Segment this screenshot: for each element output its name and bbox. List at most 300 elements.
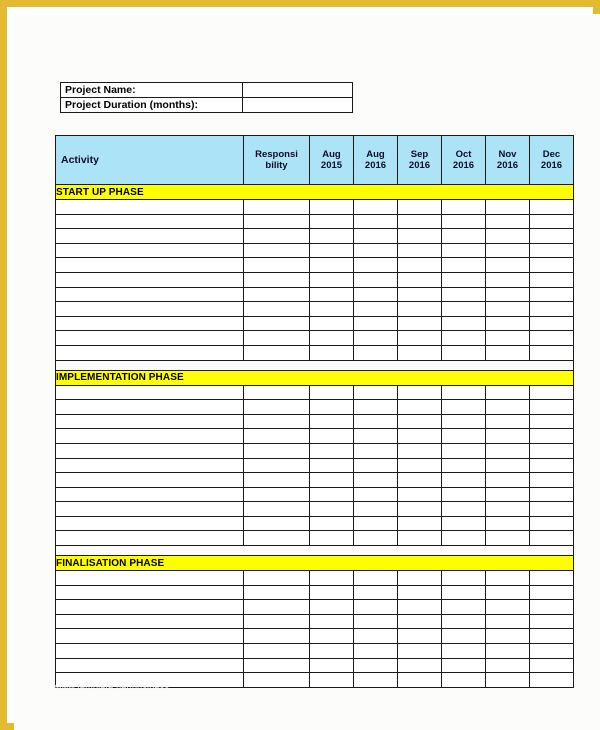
cell-nov2016[interactable] [486, 302, 530, 317]
cell-dec2016[interactable] [530, 585, 574, 600]
cell-nov2016[interactable] [486, 673, 530, 688]
cell-aug2015[interactable] [310, 414, 354, 429]
table-row [56, 414, 574, 429]
cell-sep2016[interactable] [398, 614, 442, 629]
cell-aug2016[interactable] [354, 258, 398, 273]
cell-sep2016[interactable] [398, 629, 442, 644]
cell-activity[interactable] [56, 229, 244, 244]
cell-responsibility[interactable] [244, 644, 310, 659]
cell-activity[interactable] [56, 531, 244, 546]
project-info-table [60, 82, 353, 113]
column-header-label-line2: 2016 [452, 160, 475, 171]
cell-aug2016[interactable] [354, 287, 398, 302]
cell-aug2016[interactable] [354, 614, 398, 629]
cell-activity[interactable] [56, 644, 244, 659]
cell-dec2016[interactable] [530, 385, 574, 400]
cell-nov2016[interactable] [486, 487, 530, 502]
column-header-activity [56, 136, 244, 185]
cell-oct2016[interactable] [442, 331, 486, 346]
cell-aug2016[interactable] [354, 629, 398, 644]
cell-sep2016[interactable] [398, 673, 442, 688]
cell-aug2016[interactable] [354, 331, 398, 346]
cell-oct2016[interactable] [442, 585, 486, 600]
cell-nov2016[interactable] [486, 502, 530, 517]
cell-aug2015[interactable] [310, 644, 354, 659]
cell-responsibility[interactable] [244, 243, 310, 258]
cell-dec2016[interactable] [530, 458, 574, 473]
cell-oct2016[interactable] [442, 414, 486, 429]
cell-oct2016[interactable] [442, 345, 486, 360]
table-row [56, 429, 574, 444]
cell-oct2016[interactable] [442, 429, 486, 444]
cell-aug2016[interactable] [354, 385, 398, 400]
cell-sep2016[interactable] [398, 214, 442, 229]
cell-aug2015[interactable] [310, 287, 354, 302]
cell-nov2016[interactable] [486, 531, 530, 546]
cell-sep2016[interactable] [398, 200, 442, 215]
cell-aug2015[interactable] [310, 345, 354, 360]
column-header-label-line1: Dec [542, 149, 561, 160]
column-header-responsibility [244, 136, 310, 185]
cell-aug2016[interactable] [354, 414, 398, 429]
project-schedule-table [55, 135, 574, 688]
cell-oct2016[interactable] [442, 629, 486, 644]
table-row [56, 229, 574, 244]
cell-activity[interactable] [56, 287, 244, 302]
cell-dec2016[interactable] [530, 200, 574, 215]
cell-responsibility[interactable] [244, 400, 310, 415]
cell-oct2016[interactable] [442, 287, 486, 302]
cell-nov2016[interactable] [486, 345, 530, 360]
cell-sep2016[interactable] [398, 516, 442, 531]
cell-responsibility[interactable] [244, 571, 310, 586]
cell-aug2015[interactable] [310, 214, 354, 229]
cell-dec2016[interactable] [530, 673, 574, 688]
cell-activity[interactable] [56, 658, 244, 673]
cell-aug2015[interactable] [310, 258, 354, 273]
cell-aug2016[interactable] [354, 600, 398, 615]
cell-dec2016[interactable] [530, 644, 574, 659]
cell-responsibility[interactable] [244, 458, 310, 473]
table-row [56, 600, 574, 615]
cell-oct2016[interactable] [442, 673, 486, 688]
cell-responsibility[interactable] [244, 429, 310, 444]
project-info-body [61, 83, 353, 113]
cell-activity[interactable] [56, 345, 244, 360]
cell-nov2016[interactable] [486, 600, 530, 615]
cell-responsibility[interactable] [244, 516, 310, 531]
cell-nov2016[interactable] [486, 458, 530, 473]
cell-sep2016[interactable] [398, 502, 442, 517]
cell-responsibility[interactable] [244, 600, 310, 615]
cell-sep2016[interactable] [398, 600, 442, 615]
table-row [56, 658, 574, 673]
cell-oct2016[interactable] [442, 571, 486, 586]
cell-nov2016[interactable] [486, 429, 530, 444]
column-header-label-line2: 2016 [408, 160, 431, 171]
cell-sep2016[interactable] [398, 331, 442, 346]
cell-activity[interactable] [56, 614, 244, 629]
table-row [56, 502, 574, 517]
cell-nov2016[interactable] [486, 287, 530, 302]
cell-aug2015[interactable] [310, 571, 354, 586]
cell-oct2016[interactable] [442, 458, 486, 473]
cell-dec2016[interactable] [530, 629, 574, 644]
cell-activity[interactable] [56, 214, 244, 229]
cell-aug2016[interactable] [354, 585, 398, 600]
cell-sep2016[interactable] [398, 487, 442, 502]
cell-dec2016[interactable] [530, 600, 574, 615]
cell-activity[interactable] [56, 258, 244, 273]
cell-aug2016[interactable] [354, 443, 398, 458]
cell-sep2016[interactable] [398, 302, 442, 317]
cell-aug2016[interactable] [354, 658, 398, 673]
cell-activity[interactable] [56, 473, 244, 488]
table-row [56, 385, 574, 400]
cell-responsibility[interactable] [244, 673, 310, 688]
cell-aug2016[interactable] [354, 502, 398, 517]
table-row [56, 629, 574, 644]
cell-dec2016[interactable] [530, 429, 574, 444]
cell-oct2016[interactable] [442, 443, 486, 458]
column-header-label-line1: Responsi [255, 149, 298, 160]
cell-activity[interactable] [56, 502, 244, 517]
cell-dec2016[interactable] [530, 400, 574, 415]
cell-responsibility[interactable] [244, 302, 310, 317]
table-row [56, 571, 574, 586]
cell-oct2016[interactable] [442, 531, 486, 546]
cell-dec2016[interactable] [530, 214, 574, 229]
cell-aug2015[interactable] [310, 600, 354, 615]
table-row [56, 443, 574, 458]
phase-spacer-row [56, 360, 574, 370]
cell-dec2016[interactable] [530, 331, 574, 346]
project-info-row [61, 98, 353, 113]
cell-oct2016[interactable] [442, 385, 486, 400]
column-header-label-line1: Sep [410, 149, 429, 160]
cell-dec2016[interactable] [530, 414, 574, 429]
cell-sep2016[interactable] [398, 258, 442, 273]
cell-activity[interactable] [56, 302, 244, 317]
column-header-nov2016 [486, 136, 530, 185]
watermark-text: www.template.net/business [55, 682, 170, 692]
cell-aug2016[interactable] [354, 531, 398, 546]
cell-responsibility[interactable] [244, 531, 310, 546]
cell-sep2016[interactable] [398, 571, 442, 586]
column-header-label-line1: Nov [498, 149, 517, 160]
cell-nov2016[interactable] [486, 473, 530, 488]
project-info-value-field[interactable] [243, 98, 353, 113]
cell-responsibility[interactable] [244, 502, 310, 517]
phase-spacer-cell [56, 546, 574, 556]
cell-activity[interactable] [56, 443, 244, 458]
cell-nov2016[interactable] [486, 385, 530, 400]
cell-oct2016[interactable] [442, 272, 486, 287]
cell-activity[interactable] [56, 429, 244, 444]
cell-aug2016[interactable] [354, 458, 398, 473]
cell-aug2015[interactable] [310, 229, 354, 244]
phase-spacer-row [56, 546, 574, 556]
cell-dec2016[interactable] [530, 316, 574, 331]
cell-aug2016[interactable] [354, 272, 398, 287]
cell-aug2016[interactable] [354, 316, 398, 331]
column-header-label-line1: Aug [322, 149, 341, 160]
column-header-aug2015 [310, 136, 354, 185]
project-info-row [61, 83, 353, 98]
cell-aug2015[interactable] [310, 658, 354, 673]
cell-dec2016[interactable] [530, 658, 574, 673]
cell-responsibility[interactable] [244, 473, 310, 488]
column-header-aug2016 [354, 136, 398, 185]
cell-aug2015[interactable] [310, 243, 354, 258]
phase-title: FINALISATION PHASE [56, 556, 574, 571]
cell-nov2016[interactable] [486, 258, 530, 273]
cell-responsibility[interactable] [244, 258, 310, 273]
cell-nov2016[interactable] [486, 272, 530, 287]
cell-aug2016[interactable] [354, 429, 398, 444]
cell-responsibility[interactable] [244, 658, 310, 673]
cell-activity[interactable] [56, 600, 244, 615]
table-row [56, 316, 574, 331]
table-row [56, 458, 574, 473]
cell-activity[interactable] [56, 385, 244, 400]
table-row [56, 614, 574, 629]
cell-dec2016[interactable] [530, 243, 574, 258]
cell-aug2016[interactable] [354, 473, 398, 488]
cell-nov2016[interactable] [486, 214, 530, 229]
cell-responsibility[interactable] [244, 229, 310, 244]
cell-sep2016[interactable] [398, 644, 442, 659]
cell-sep2016[interactable] [398, 287, 442, 302]
cell-oct2016[interactable] [442, 487, 486, 502]
phase-band-row [56, 370, 574, 385]
cell-activity[interactable] [56, 272, 244, 287]
cell-sep2016[interactable] [398, 243, 442, 258]
cell-sep2016[interactable] [398, 385, 442, 400]
table-row [56, 302, 574, 317]
cell-responsibility[interactable] [244, 585, 310, 600]
project-info-value-field[interactable] [243, 83, 353, 98]
cell-aug2015[interactable] [310, 614, 354, 629]
cell-sep2016[interactable] [398, 658, 442, 673]
cell-sep2016[interactable] [398, 473, 442, 488]
table-row [56, 200, 574, 215]
table-row [56, 585, 574, 600]
cell-nov2016[interactable] [486, 644, 530, 659]
cell-oct2016[interactable] [442, 516, 486, 531]
cell-aug2015[interactable] [310, 200, 354, 215]
cell-sep2016[interactable] [398, 585, 442, 600]
table-row [56, 345, 574, 360]
table-row [56, 331, 574, 346]
cell-aug2015[interactable] [310, 516, 354, 531]
cell-aug2016[interactable] [354, 487, 398, 502]
column-header-label: Activity [61, 153, 99, 166]
cell-activity[interactable] [56, 629, 244, 644]
cell-dec2016[interactable] [530, 258, 574, 273]
cell-oct2016[interactable] [442, 614, 486, 629]
table-row [56, 258, 574, 273]
cell-nov2016[interactable] [486, 614, 530, 629]
table-row [56, 473, 574, 488]
cell-aug2015[interactable] [310, 331, 354, 346]
cell-dec2016[interactable] [530, 272, 574, 287]
cell-activity[interactable] [56, 331, 244, 346]
cell-sep2016[interactable] [398, 414, 442, 429]
cell-responsibility[interactable] [244, 385, 310, 400]
cell-dec2016[interactable] [530, 443, 574, 458]
cell-nov2016[interactable] [486, 331, 530, 346]
cell-activity[interactable] [56, 316, 244, 331]
cell-nov2016[interactable] [486, 658, 530, 673]
table-row [56, 214, 574, 229]
cell-oct2016[interactable] [442, 229, 486, 244]
cell-oct2016[interactable] [442, 473, 486, 488]
cell-responsibility[interactable] [244, 629, 310, 644]
cell-oct2016[interactable] [442, 502, 486, 517]
cell-dec2016[interactable] [530, 229, 574, 244]
cell-aug2016[interactable] [354, 673, 398, 688]
cell-aug2015[interactable] [310, 629, 354, 644]
cell-aug2015[interactable] [310, 531, 354, 546]
column-header-label-line2: 2015 [320, 160, 343, 171]
cell-activity[interactable] [56, 516, 244, 531]
cell-aug2016[interactable] [354, 571, 398, 586]
cell-dec2016[interactable] [530, 531, 574, 546]
cell-responsibility[interactable] [244, 214, 310, 229]
cell-nov2016[interactable] [486, 200, 530, 215]
cell-activity[interactable] [56, 487, 244, 502]
cell-activity[interactable] [56, 400, 244, 415]
schedule-header [56, 136, 574, 185]
cell-aug2015[interactable] [310, 316, 354, 331]
cell-aug2016[interactable] [354, 345, 398, 360]
cell-dec2016[interactable] [530, 473, 574, 488]
cell-dec2016[interactable] [530, 516, 574, 531]
cell-dec2016[interactable] [530, 487, 574, 502]
cell-nov2016[interactable] [486, 229, 530, 244]
cell-responsibility[interactable] [244, 316, 310, 331]
cell-oct2016[interactable] [442, 200, 486, 215]
cell-aug2016[interactable] [354, 243, 398, 258]
cell-aug2015[interactable] [310, 385, 354, 400]
cell-nov2016[interactable] [486, 400, 530, 415]
cell-responsibility[interactable] [244, 414, 310, 429]
column-header-label-line2: 2016 [540, 160, 563, 171]
cell-nov2016[interactable] [486, 571, 530, 586]
cell-nov2016[interactable] [486, 414, 530, 429]
cell-oct2016[interactable] [442, 214, 486, 229]
column-header-label-line2: 2016 [364, 160, 387, 171]
table-row [56, 400, 574, 415]
cell-nov2016[interactable] [486, 516, 530, 531]
cell-oct2016[interactable] [442, 258, 486, 273]
cell-oct2016[interactable] [442, 400, 486, 415]
cell-aug2015[interactable] [310, 487, 354, 502]
table-row [56, 531, 574, 546]
cell-aug2015[interactable] [310, 473, 354, 488]
cell-dec2016[interactable] [530, 571, 574, 586]
cell-dec2016[interactable] [530, 302, 574, 317]
cell-responsibility[interactable] [244, 345, 310, 360]
cell-activity[interactable] [56, 585, 244, 600]
cell-nov2016[interactable] [486, 443, 530, 458]
cell-responsibility[interactable] [244, 200, 310, 215]
cell-sep2016[interactable] [398, 316, 442, 331]
table-row [56, 272, 574, 287]
cell-nov2016[interactable] [486, 629, 530, 644]
cell-aug2015[interactable] [310, 302, 354, 317]
cell-aug2016[interactable] [354, 302, 398, 317]
column-header-label-line1: Aug [366, 149, 385, 160]
column-header-label-line2: bility [265, 160, 288, 171]
cell-aug2015[interactable] [310, 585, 354, 600]
cell-sep2016[interactable] [398, 429, 442, 444]
cell-responsibility[interactable] [244, 331, 310, 346]
cell-sep2016[interactable] [398, 443, 442, 458]
table-row [56, 243, 574, 258]
cell-responsibility[interactable] [244, 272, 310, 287]
cell-dec2016[interactable] [530, 287, 574, 302]
cell-oct2016[interactable] [442, 316, 486, 331]
cell-sep2016[interactable] [398, 229, 442, 244]
cell-aug2016[interactable] [354, 400, 398, 415]
cell-sep2016[interactable] [398, 272, 442, 287]
cell-aug2016[interactable] [354, 214, 398, 229]
cell-aug2016[interactable] [354, 200, 398, 215]
cell-oct2016[interactable] [442, 302, 486, 317]
cell-dec2016[interactable] [530, 345, 574, 360]
cell-sep2016[interactable] [398, 458, 442, 473]
cell-oct2016[interactable] [442, 243, 486, 258]
cell-aug2015[interactable] [310, 400, 354, 415]
cell-aug2015[interactable] [310, 673, 354, 688]
cell-dec2016[interactable] [530, 614, 574, 629]
cell-sep2016[interactable] [398, 400, 442, 415]
cell-activity[interactable] [56, 200, 244, 215]
cell-dec2016[interactable] [530, 502, 574, 517]
phase-title: IMPLEMENTATION PHASE [56, 370, 574, 385]
cell-nov2016[interactable] [486, 243, 530, 258]
cell-activity[interactable] [56, 414, 244, 429]
project-info-label: Project Name: [61, 83, 243, 98]
cell-responsibility[interactable] [244, 443, 310, 458]
cell-aug2015[interactable] [310, 272, 354, 287]
cell-activity[interactable] [56, 243, 244, 258]
cell-sep2016[interactable] [398, 345, 442, 360]
cell-nov2016[interactable] [486, 585, 530, 600]
cell-activity[interactable] [56, 458, 244, 473]
cell-sep2016[interactable] [398, 531, 442, 546]
table-row [56, 487, 574, 502]
cell-oct2016[interactable] [442, 600, 486, 615]
cell-nov2016[interactable] [486, 316, 530, 331]
cell-aug2016[interactable] [354, 644, 398, 659]
cell-aug2015[interactable] [310, 443, 354, 458]
column-header-sep2016 [398, 136, 442, 185]
cell-aug2015[interactable] [310, 502, 354, 517]
cell-responsibility[interactable] [244, 487, 310, 502]
cell-aug2015[interactable] [310, 429, 354, 444]
cell-aug2016[interactable] [354, 516, 398, 531]
cell-oct2016[interactable] [442, 644, 486, 659]
cell-responsibility[interactable] [244, 287, 310, 302]
cell-aug2016[interactable] [354, 229, 398, 244]
cell-activity[interactable] [56, 571, 244, 586]
cell-aug2015[interactable] [310, 458, 354, 473]
cell-oct2016[interactable] [442, 658, 486, 673]
cell-responsibility[interactable] [244, 614, 310, 629]
